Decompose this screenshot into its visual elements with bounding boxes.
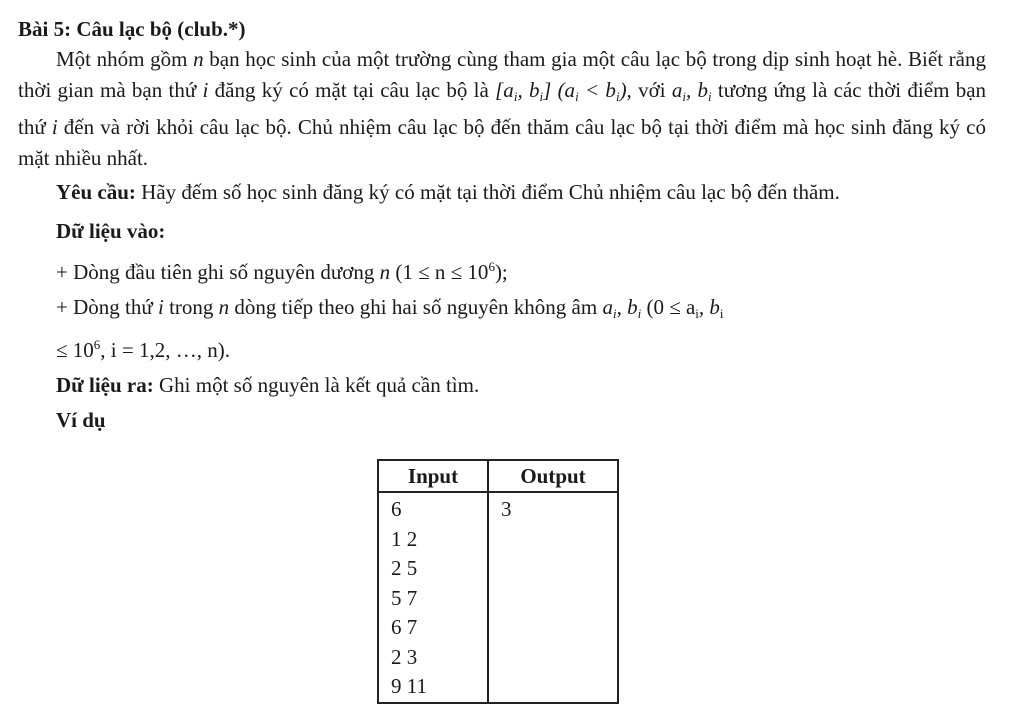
output-line: 3 — [501, 497, 512, 521]
problem-title: Bài 5: Câu lạc bộ (club.*) — [18, 17, 246, 41]
output-line — [18, 368, 986, 403]
requirement-text: Hãy đếm số học sinh đăng ký có mặt tại thời điểm Chủ nhiệm câu lạc bộ đến thăm. — [135, 180, 840, 204]
output-header: Output — [488, 460, 618, 492]
input-line: 9 11 — [391, 674, 427, 698]
var-i: i — [202, 77, 209, 102]
math-part: , b — [517, 77, 540, 102]
var-n: n — [193, 47, 204, 71]
math-part: a — [602, 294, 613, 319]
math-sub: i — [612, 305, 617, 321]
requirement-label: Yêu cầu: — [56, 180, 136, 204]
input-math: (1 ≤ n ≤ 10 — [390, 259, 489, 284]
input-line: 2 3 — [391, 644, 418, 669]
input-cell — [378, 492, 488, 703]
intro-text: đến và rời khỏi câu lạc bộ. Chủ nhiệm câu lạc bộ đến thăm câu lạc bộ tại thời điểm mà học sinh đăng ký có mặt nhiều nhất. — [18, 115, 986, 170]
output-cell — [488, 492, 618, 703]
input-text: + Dòng thứ — [56, 294, 158, 319]
table-header-row — [378, 460, 618, 492]
input-section-label: Dữ liệu vào: — [56, 218, 166, 243]
input-line-3 — [18, 327, 986, 368]
math-sub: i — [695, 305, 699, 321]
math-sub: i — [719, 305, 724, 321]
math-sub: i — [539, 88, 544, 104]
math-part: ] (a — [543, 77, 576, 102]
output-section-label: Dữ liệu ra: — [56, 372, 154, 397]
input-line: 6 — [391, 497, 402, 521]
input-line: 5 7 — [391, 585, 418, 610]
input-line: 1 2 — [391, 526, 418, 551]
input-line-1 — [18, 249, 986, 290]
input-line-2 — [18, 290, 986, 331]
input-text: trong — [163, 294, 219, 319]
math-sub: i — [615, 88, 620, 104]
math-sub: i — [637, 305, 642, 321]
intro-text: tương ứng là các thời điểm bạn thứ — [18, 77, 987, 139]
input-line: 2 5 — [391, 556, 418, 580]
input-text: ); — [494, 259, 508, 284]
output-text: Ghi một số nguyên là kết quả cần tìm. — [153, 372, 480, 397]
ab-expr — [672, 78, 712, 102]
intro-text: đăng ký có mặt tại câu lạc bộ là — [208, 77, 496, 102]
math-part: , b — [616, 294, 638, 319]
math-part: ), — [619, 77, 632, 102]
var-n: n — [218, 294, 230, 319]
input-text: + Dòng đầu tiên ghi số nguyên dương — [56, 259, 380, 284]
var-n: n — [379, 259, 391, 284]
intro-text: bạn học sinh của một trường cùng tham gia một câu lạc bộ trong dịp sinh hoạt hè. Biết rằng thời gian mà bạn thứ — [18, 47, 986, 102]
interval-expr — [495, 78, 632, 102]
math-part: < b — [578, 77, 616, 102]
math-part: , b — [685, 77, 708, 102]
table-row — [378, 492, 618, 703]
math-sub: i — [513, 88, 518, 104]
var-i: i — [157, 294, 164, 319]
requirement-paragraph — [18, 177, 986, 208]
ab-expr — [602, 295, 641, 319]
intro-paragraph — [18, 44, 986, 173]
math-part: , b — [698, 294, 720, 319]
problem-statement — [18, 14, 986, 438]
math-sub: i — [575, 88, 579, 104]
math-sub: i — [682, 88, 686, 104]
example-table — [377, 459, 619, 704]
math-sup: 6 — [93, 336, 101, 352]
intro-text: với — [631, 77, 672, 102]
example-label: Ví dụ — [56, 407, 106, 432]
input-header: Input — [378, 460, 488, 492]
math-part: a — [671, 77, 683, 102]
math-sup: 6 — [488, 258, 495, 274]
intro-text: Một nhóm gồm — [56, 47, 194, 71]
input-math: (0 ≤ a — [641, 294, 696, 319]
math-part: [a — [495, 77, 514, 102]
input-math: ≤ 10 — [56, 337, 94, 362]
var-i: i — [51, 115, 58, 139]
input-text: dòng tiếp theo ghi hai số nguyên không âm — [229, 294, 603, 319]
input-line: 6 7 — [391, 615, 418, 639]
input-math: , i = 1,2, …, n). — [100, 337, 230, 362]
math-sub: i — [708, 88, 712, 104]
